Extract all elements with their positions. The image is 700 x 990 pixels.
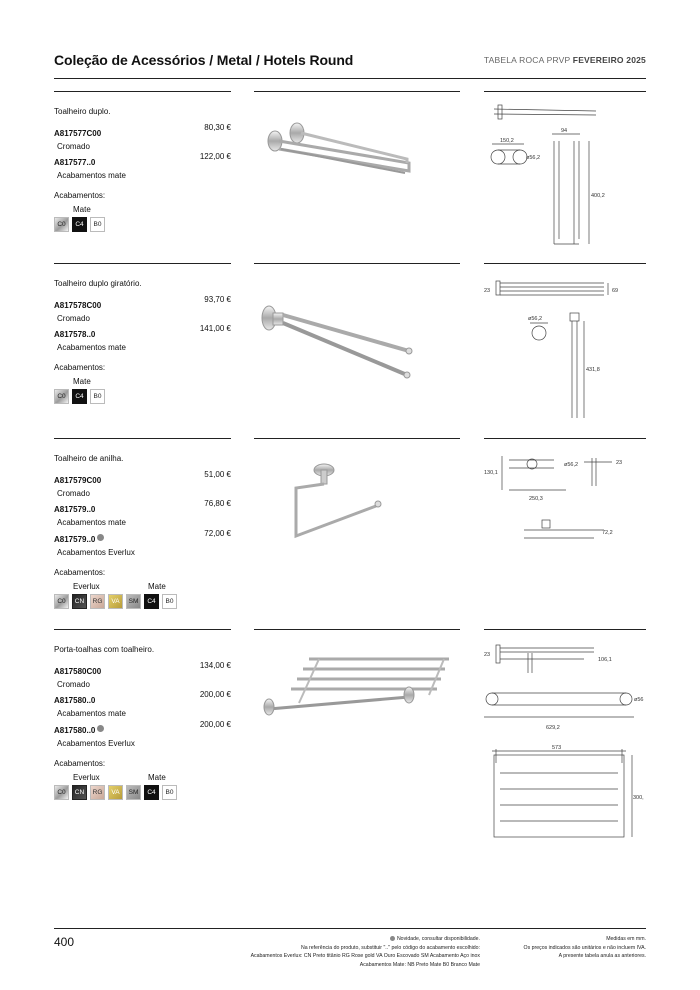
product-code: A817577..0 [54, 158, 96, 167]
dim-label: 573 [552, 745, 562, 751]
swatch-B0: B0 [90, 389, 105, 404]
swatch-RG: RG [90, 594, 105, 609]
swatch-C0: C0 [54, 785, 69, 800]
swatch-C4: C4 [144, 785, 159, 800]
section-rule [54, 91, 231, 92]
section-rule [484, 263, 646, 264]
dim-label: 23 [616, 460, 623, 466]
product-price: 122,00 € [199, 152, 231, 161]
swatch-C0: C0 [54, 389, 69, 404]
swatch-C4: C4 [72, 217, 87, 232]
section-rule [54, 438, 231, 439]
product-price: 93,70 € [204, 295, 231, 304]
price-table-label [484, 55, 646, 65]
dim-label: 150,2 [500, 138, 514, 144]
product-code: A817580C00 [54, 667, 102, 676]
product-title: Porta-toalhas com toalheiro. [54, 645, 155, 654]
product-code: A817579..0 [54, 505, 96, 514]
header-divider [54, 78, 646, 79]
dim-label: 72,2 [602, 530, 613, 536]
finish-group-label: Mate [73, 205, 91, 214]
product-code: A817580..0 [54, 696, 96, 705]
finishes-label: Acabamentos: [54, 759, 106, 768]
technical-drawing [484, 450, 646, 560]
variant-desc: Cromado [57, 489, 90, 498]
variant-desc: Acabamentos mate [57, 709, 126, 718]
dim-label: ø56,2 [564, 462, 579, 468]
product-price: 80,30 € [204, 123, 231, 132]
variant-desc: Acabamentos Everlux [57, 548, 135, 557]
product-photo-double-towel-rail [259, 113, 459, 193]
variant-row [54, 295, 231, 323]
swatch-B0: B0 [90, 217, 105, 232]
swatch-C4: C4 [72, 389, 87, 404]
product-price: 200,00 € [199, 690, 231, 699]
product-code: A817579C00 [54, 476, 102, 485]
finishes-label: Acabamentos: [54, 191, 106, 200]
variant-row [54, 529, 231, 557]
variant-row [54, 661, 231, 689]
dim-label: ø56 [634, 697, 644, 703]
swatch-VA: VA [108, 785, 123, 800]
dim-label: 431,8 [586, 367, 600, 373]
product-section-2 [54, 263, 646, 435]
variant-row [54, 324, 231, 352]
price-table-prefix: TABELA ROCA PRVP [483, 55, 571, 65]
dim-label: 23 [484, 288, 491, 294]
dim-label: 629,2 [546, 725, 560, 731]
product-photo-swivel-towel-rail [259, 293, 459, 393]
finishes-label: Acabamentos: [54, 568, 106, 577]
dim-label: ø56,2 [526, 155, 541, 161]
dim-label: 400,2 [591, 193, 605, 199]
footnote-line: Na referência do produto, substituir ".." pelo código do acabamento escolhido: [300, 944, 480, 951]
variant-row [54, 123, 231, 151]
finish-swatches [54, 785, 177, 800]
product-photo-towel-ring [284, 458, 424, 548]
dim-label: 23 [484, 652, 491, 658]
variant-desc: Acabamentos Everlux [57, 739, 135, 748]
product-title: Toalheiro de anilha. [54, 454, 124, 463]
section-rule [484, 629, 646, 630]
technical-drawing [484, 99, 646, 249]
product-code: A817579..0 [54, 535, 96, 544]
product-price: 51,00 € [204, 470, 231, 479]
dim-label: ø56,2 [528, 316, 543, 322]
section-rule [254, 91, 460, 92]
swatch-C0: C0 [54, 217, 69, 232]
variant-row [54, 152, 231, 180]
swatch-VA: VA [108, 594, 123, 609]
product-price: 134,00 € [199, 661, 231, 670]
footnote-line: Acabamentos Everlux: CN Preto titânio RG Rose gold VA Ouro Escovado SM Acabamento Aço inox [250, 953, 480, 960]
finish-group-label: Mate [148, 582, 166, 591]
footnote-legend [190, 935, 480, 969]
product-code: A817578..0 [54, 330, 96, 339]
footnote-line: A presente tabela anula as anteriores. [558, 953, 646, 960]
technical-drawing [484, 639, 646, 844]
finish-swatches [54, 389, 105, 404]
footnote-line: Os preços indicados são unitários e não incluem IVA. [523, 944, 646, 951]
variant-desc: Cromado [57, 314, 90, 323]
new-product-icon [390, 936, 395, 941]
variant-row [54, 499, 231, 527]
dim-label: 94 [561, 128, 568, 134]
section-rule [484, 91, 646, 92]
product-title: Toalheiro duplo giratório. [54, 279, 142, 288]
dim-label: 130,1 [484, 470, 498, 476]
section-rule [54, 629, 231, 630]
product-code: A817580..0 [54, 726, 96, 735]
new-product-icon [97, 534, 104, 541]
page-title: Coleção de Acessórios / Metal / Hotels Round [54, 52, 354, 68]
finish-swatches [54, 594, 177, 609]
dim-label: 250,3 [529, 496, 543, 502]
dim-label: 69 [612, 288, 619, 294]
footnote-line [190, 935, 480, 944]
section-rule [254, 263, 460, 264]
product-price: 200,00 € [199, 720, 231, 729]
new-product-icon [97, 725, 104, 732]
product-code: A817578C00 [54, 301, 102, 310]
finish-group-label: Everlux [73, 582, 100, 591]
footnote-notes [476, 935, 646, 961]
variant-desc: Cromado [57, 680, 90, 689]
dim-label: 106,1 [598, 657, 612, 663]
swatch-SM: SM [126, 594, 141, 609]
section-rule [254, 438, 460, 439]
footer-divider [54, 928, 646, 929]
product-photo-towel-shelf [259, 649, 464, 729]
product-section-3 [54, 438, 646, 628]
product-code: A817577C00 [54, 129, 102, 138]
footnote-line: Medidas em mm. [606, 936, 646, 942]
swatch-C4: C4 [144, 594, 159, 609]
product-section-4 [54, 629, 646, 849]
swatch-CN: CN [72, 785, 87, 800]
variant-desc: Acabamentos mate [57, 343, 126, 352]
variant-desc: Cromado [57, 142, 90, 151]
swatch-B0: B0 [162, 785, 177, 800]
swatch-C0: C0 [54, 594, 69, 609]
finishes-label: Acabamentos: [54, 363, 106, 372]
product-price: 141,00 € [199, 324, 231, 333]
variant-row [54, 470, 231, 498]
finish-swatches [54, 217, 105, 232]
product-price: 76,80 € [204, 499, 231, 508]
price-table-date: FEVEREIRO 2025 [572, 55, 646, 65]
technical-drawing [484, 273, 646, 425]
variant-row [54, 720, 231, 748]
footnote-line: Acabamentos Mate: NB Preto Mate B0 Branco Mate [359, 961, 480, 968]
swatch-SM: SM [126, 785, 141, 800]
product-price: 72,00 € [204, 529, 231, 538]
swatch-CN: CN [72, 594, 87, 609]
variant-desc: Acabamentos mate [57, 518, 126, 527]
variant-row [54, 690, 231, 718]
section-rule [254, 629, 460, 630]
finish-group-label: Mate [148, 773, 166, 782]
variant-desc: Acabamentos mate [57, 171, 126, 180]
section-rule [54, 263, 231, 264]
footnote-text: Novidade, consultar disponibilidade. [396, 936, 480, 942]
page-number: 400 [54, 935, 75, 949]
product-title: Toalheiro duplo. [54, 107, 111, 116]
dim-label: 300, [633, 795, 644, 801]
swatch-RG: RG [90, 785, 105, 800]
swatch-B0: B0 [162, 594, 177, 609]
finish-group-label: Mate [73, 377, 91, 386]
finish-group-label: Everlux [73, 773, 100, 782]
product-section-1 [54, 91, 646, 261]
section-rule [484, 438, 646, 439]
